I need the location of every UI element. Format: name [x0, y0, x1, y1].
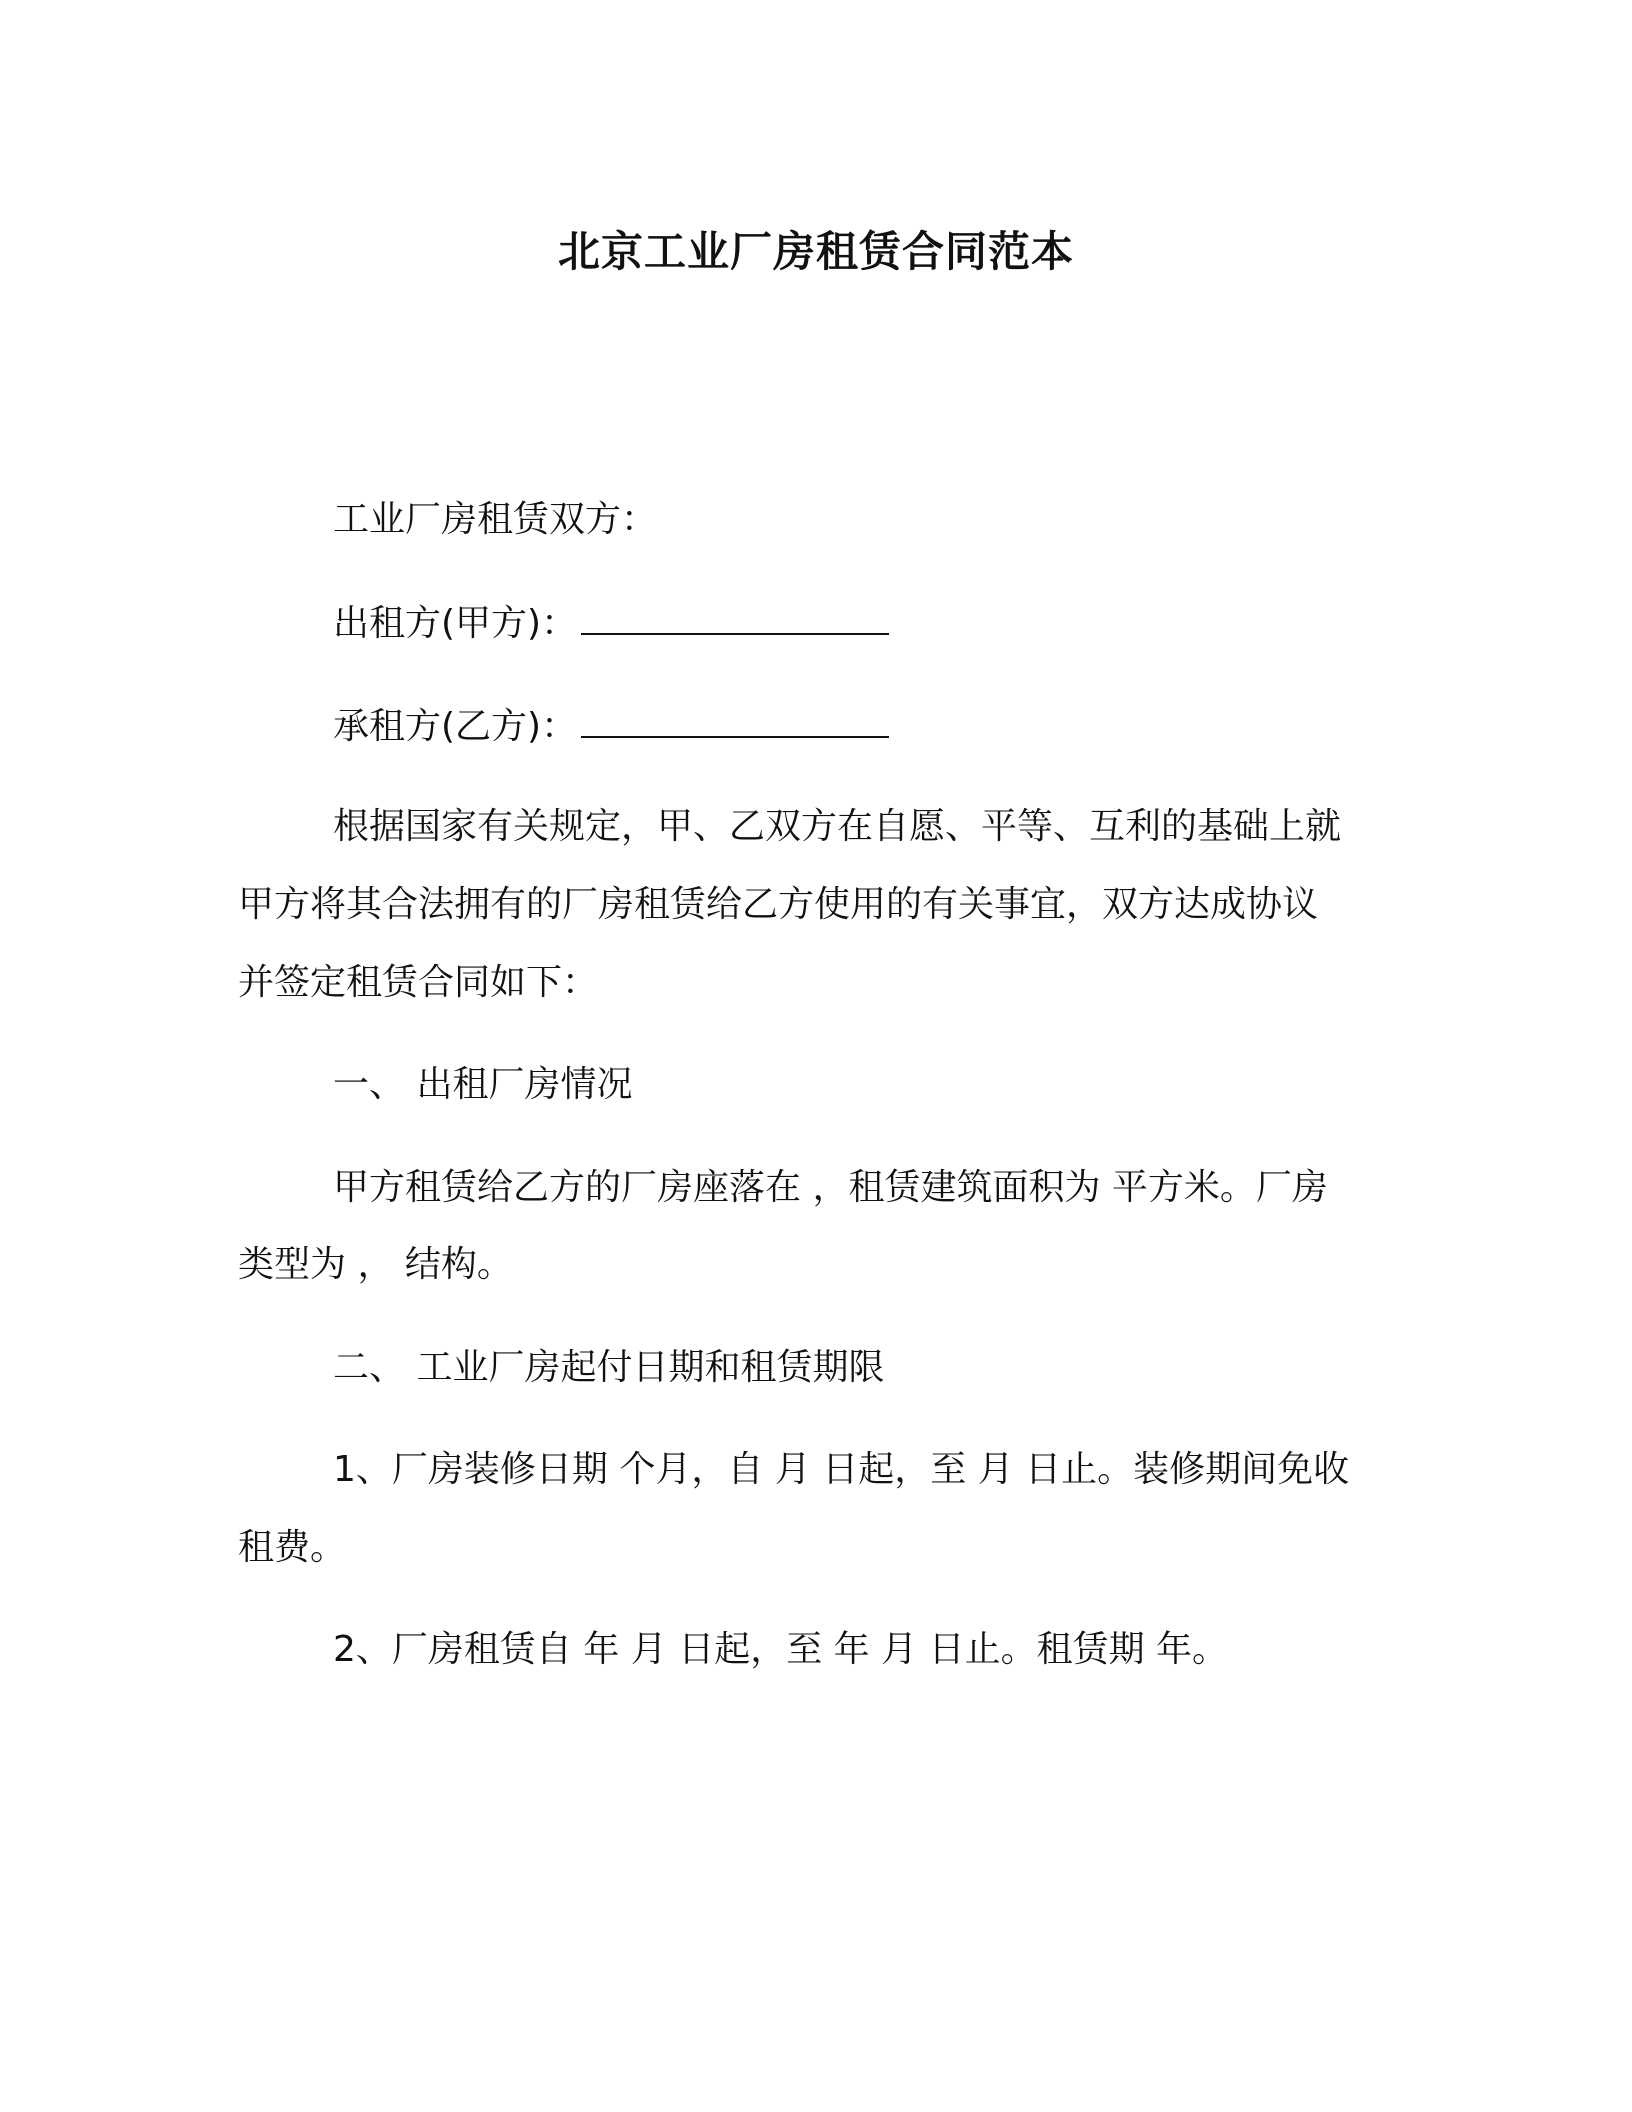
lessee-label: 承租方(乙方)：	[333, 706, 578, 747]
section2-item1-line-2: 租费。	[238, 1527, 347, 1568]
lessor-blank-field	[581, 597, 889, 635]
parties-heading: 工业厂房租赁双方：	[333, 499, 658, 540]
lessee-line	[333, 700, 889, 752]
section1-heading: 一、 出租厂房情况	[333, 1064, 633, 1105]
preamble-line-2: 甲方将其合法拥有的厂房租赁给乙方使用的有关事宜，双方达成协议	[238, 884, 1319, 925]
lessor-label: 出租方(甲方)：	[333, 603, 578, 644]
lessor-line	[333, 597, 889, 649]
lessee-blank-field	[581, 700, 889, 738]
section2-item2: 2、厂房租赁自 年 月 日起，至 年 月 日止。租赁期 年。	[333, 1629, 1229, 1670]
section2-heading: 二、 工业厂房起付日期和租赁期限	[333, 1347, 885, 1388]
preamble-line-1: 根据国家有关规定，甲、乙双方在自愿、平等、互利的基础上就	[333, 806, 1342, 847]
preamble-line-3: 并签定租赁合同如下：	[238, 962, 599, 1003]
section2-item1-line-1: 1、厂房装修日期 个月，自 月 日起，至 月 日止。装修期间免收	[333, 1449, 1350, 1490]
section1-line-2: 类型为 ， 结构。	[238, 1244, 513, 1285]
section1-line-1: 甲方租赁给乙方的厂房座落在 ，租赁建筑面积为 平方米。厂房	[333, 1167, 1328, 1208]
document-title: 北京工业厂房租赁合同范本	[557, 227, 1074, 276]
